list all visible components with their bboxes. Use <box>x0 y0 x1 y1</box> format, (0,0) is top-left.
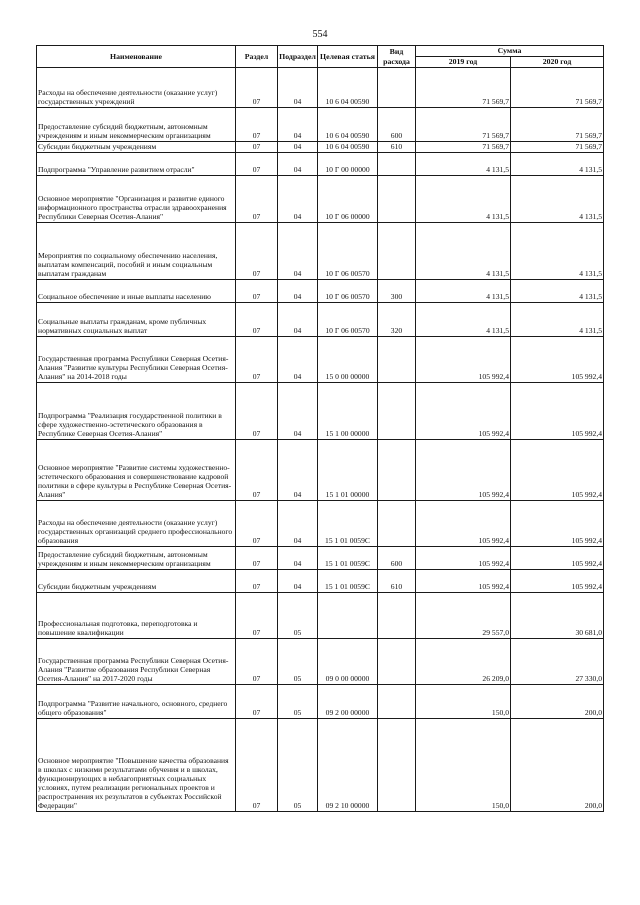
table-row <box>37 280 604 303</box>
cell-target: 09 0 00 00000 <box>318 639 378 685</box>
cell-2020: 200,0 <box>511 719 604 812</box>
cell-2019: 150,0 <box>416 719 511 812</box>
cell-section: 07 <box>236 383 278 440</box>
cell-target: 15 0 00 00000 <box>318 337 378 383</box>
table-row <box>37 570 604 593</box>
table-row <box>37 142 604 153</box>
cell-section: 07 <box>236 593 278 639</box>
cell-expense-type <box>378 68 416 108</box>
cell-2020: 4 131,5 <box>511 223 604 280</box>
cell-2020: 105 992,4 <box>511 440 604 501</box>
cell-2019: 105 992,4 <box>416 501 511 547</box>
cell-subsection: 04 <box>278 383 318 440</box>
cell-name: Мероприятия по социальному обеспечению населения, выплатам компенсаций, пособий и иным социальным выплатам гражданам <box>37 223 236 280</box>
cell-section: 07 <box>236 153 278 176</box>
cell-2019: 4 131,5 <box>416 303 511 337</box>
cell-target: 15 1 01 0059С <box>318 547 378 570</box>
cell-expense-type: 300 <box>378 280 416 303</box>
cell-expense-type: 610 <box>378 570 416 593</box>
table-row <box>37 108 604 142</box>
table-row <box>37 176 604 223</box>
cell-section: 07 <box>236 337 278 383</box>
cell-subsection: 04 <box>278 337 318 383</box>
cell-name: Профессиональная подготовка, переподготовка и повышение квалификации <box>37 593 236 639</box>
cell-section: 07 <box>236 108 278 142</box>
cell-2020: 71 569,7 <box>511 142 604 153</box>
cell-expense-type: 600 <box>378 108 416 142</box>
cell-target: 15 1 01 00000 <box>318 440 378 501</box>
cell-name: Предоставление субсидий бюджетным, автономным учреждениям и иным некоммерческим организациям <box>37 547 236 570</box>
cell-2020: 105 992,4 <box>511 570 604 593</box>
cell-expense-type <box>378 685 416 719</box>
cell-section: 07 <box>236 570 278 593</box>
cell-2020: 105 992,4 <box>511 501 604 547</box>
cell-2019: 4 131,5 <box>416 176 511 223</box>
cell-2019: 4 131,5 <box>416 280 511 303</box>
cell-2019: 150,0 <box>416 685 511 719</box>
cell-target: 10 Г 06 00570 <box>318 303 378 337</box>
cell-2020: 105 992,4 <box>511 547 604 570</box>
cell-2019: 71 569,7 <box>416 108 511 142</box>
header-target: Целевая статья <box>318 46 378 68</box>
cell-subsection: 04 <box>278 176 318 223</box>
cell-target: 15 1 00 00000 <box>318 383 378 440</box>
cell-name: Предоставление субсидий бюджетным, автономным учреждениям и иным некоммерческим организациям <box>37 108 236 142</box>
cell-2020: 4 131,5 <box>511 303 604 337</box>
cell-subsection: 05 <box>278 719 318 812</box>
cell-2020: 105 992,4 <box>511 383 604 440</box>
cell-subsection: 04 <box>278 440 318 501</box>
cell-section: 07 <box>236 176 278 223</box>
cell-2020: 27 330,0 <box>511 639 604 685</box>
cell-2019: 71 569,7 <box>416 142 511 153</box>
cell-target: 10 6 04 00590 <box>318 142 378 153</box>
cell-2019: 4 131,5 <box>416 223 511 280</box>
cell-target: 10 Г 06 00000 <box>318 176 378 223</box>
cell-name: Подпрограмма "Реализация государственной политики в сфере художественно-эстетического образования в Республике Северная Осетия-Алания" <box>37 383 236 440</box>
cell-section: 07 <box>236 142 278 153</box>
cell-subsection: 04 <box>278 280 318 303</box>
cell-subsection: 04 <box>278 547 318 570</box>
cell-name: Государственная программа Республики Северная Осетия-Алания "Развитие культуры Республики Северная Осетия-Алания" на 2014-2018 годы <box>37 337 236 383</box>
cell-name: Субсидии бюджетным учреждениям <box>37 570 236 593</box>
cell-section: 07 <box>236 223 278 280</box>
cell-name: Подпрограмма "Развитие начального, основного, среднего общего образования" <box>37 685 236 719</box>
cell-target: 10 Г 00 00000 <box>318 153 378 176</box>
cell-section: 07 <box>236 719 278 812</box>
cell-target: 15 1 01 0059С <box>318 501 378 547</box>
cell-subsection: 04 <box>278 68 318 108</box>
cell-name: Основное мероприятие "Повышение качества образования в школах с низкими результатами обучения и в школах, функционирующих в неблагоприятных социальных условиях, путем реализации региональных проектов и распространения их результатов в субъектах Российской Федерации" <box>37 719 236 812</box>
cell-name: Основное мероприятие "Развитие системы художественно-эстетического образования и совершенствование кадровой политики в сфере культуры в Республике Северная Осетия-Алания" <box>37 440 236 501</box>
table-row <box>37 593 604 639</box>
cell-2019: 105 992,4 <box>416 440 511 501</box>
table-row <box>37 719 604 812</box>
cell-2019: 105 992,4 <box>416 547 511 570</box>
cell-section: 07 <box>236 68 278 108</box>
cell-target: 10 6 04 00590 <box>318 68 378 108</box>
cell-section: 07 <box>236 639 278 685</box>
cell-section: 07 <box>236 440 278 501</box>
cell-2020: 4 131,5 <box>511 176 604 223</box>
table-row <box>37 383 604 440</box>
table-row <box>37 153 604 176</box>
cell-name: Субсидии бюджетным учреждениям <box>37 142 236 153</box>
header-sum: Сумма <box>416 46 604 57</box>
header-2020: 2020 год <box>511 57 604 68</box>
cell-expense-type <box>378 440 416 501</box>
cell-2019: 105 992,4 <box>416 383 511 440</box>
cell-expense-type <box>378 593 416 639</box>
cell-2020: 105 992,4 <box>511 337 604 383</box>
table-row <box>37 547 604 570</box>
cell-expense-type <box>378 176 416 223</box>
cell-subsection: 04 <box>278 108 318 142</box>
cell-name: Основное мероприятие "Организация и развитие единого информационного пространства отрасли здравоохранения Республики Северная Осетия-Алания" <box>37 176 236 223</box>
cell-2019: 26 209,0 <box>416 639 511 685</box>
cell-section: 07 <box>236 547 278 570</box>
header-2019: 2019 год <box>416 57 511 68</box>
cell-subsection: 05 <box>278 593 318 639</box>
cell-expense-type <box>378 223 416 280</box>
cell-expense-type <box>378 639 416 685</box>
cell-2020: 4 131,5 <box>511 280 604 303</box>
cell-subsection: 04 <box>278 501 318 547</box>
cell-section: 07 <box>236 280 278 303</box>
table-row <box>37 303 604 337</box>
cell-name: Расходы на обеспечение деятельности (оказание услуг) государственных учреждений <box>37 68 236 108</box>
header-subsection: Подраздел <box>278 46 318 68</box>
cell-expense-type <box>378 153 416 176</box>
cell-target: 10 Г 06 00570 <box>318 280 378 303</box>
cell-name: Расходы на обеспечение деятельности (оказание услуг) государственных организаций среднего профессионального образования <box>37 501 236 547</box>
cell-expense-type: 600 <box>378 547 416 570</box>
cell-2019: 4 131,5 <box>416 153 511 176</box>
cell-expense-type: 320 <box>378 303 416 337</box>
table-row <box>37 440 604 501</box>
cell-2019: 105 992,4 <box>416 570 511 593</box>
cell-2020: 30 681,0 <box>511 593 604 639</box>
header-name: Наименование <box>37 46 236 68</box>
table-row <box>37 68 604 108</box>
header-expense-type: Вид расхода <box>378 46 416 68</box>
cell-expense-type <box>378 719 416 812</box>
table-row <box>37 223 604 280</box>
cell-expense-type <box>378 383 416 440</box>
cell-target: 09 2 00 00000 <box>318 685 378 719</box>
cell-name: Государственная программа Республики Северная Осетия-Алания "Развитие образования Республики Северная Осетия-Алания" на 2017-2020 годы <box>37 639 236 685</box>
cell-target: 15 1 01 0059С <box>318 570 378 593</box>
page-number: 554 <box>312 29 328 40</box>
table-row <box>37 685 604 719</box>
cell-2020: 71 569,7 <box>511 68 604 108</box>
table-row <box>37 501 604 547</box>
table-row <box>37 639 604 685</box>
table-row <box>37 337 604 383</box>
header-section: Раздел <box>236 46 278 68</box>
cell-2019: 105 992,4 <box>416 337 511 383</box>
cell-2020: 200,0 <box>511 685 604 719</box>
cell-section: 07 <box>236 685 278 719</box>
cell-target: 10 Г 06 00570 <box>318 223 378 280</box>
cell-name: Подпрограмма "Управление развитием отрасли" <box>37 153 236 176</box>
cell-expense-type <box>378 337 416 383</box>
cell-2019: 29 557,0 <box>416 593 511 639</box>
cell-2020: 71 569,7 <box>511 108 604 142</box>
cell-target <box>318 593 378 639</box>
cell-2019: 71 569,7 <box>416 68 511 108</box>
cell-target: 10 6 04 00590 <box>318 108 378 142</box>
cell-name: Социальные выплаты гражданам, кроме публичных нормативных социальных выплат <box>37 303 236 337</box>
cell-expense-type <box>378 501 416 547</box>
cell-section: 07 <box>236 303 278 337</box>
cell-subsection: 04 <box>278 142 318 153</box>
cell-expense-type: 610 <box>378 142 416 153</box>
cell-name: Социальное обеспечение и иные выплаты населению <box>37 280 236 303</box>
cell-subsection: 05 <box>278 639 318 685</box>
cell-2020: 4 131,5 <box>511 153 604 176</box>
cell-subsection: 04 <box>278 223 318 280</box>
cell-subsection: 04 <box>278 570 318 593</box>
cell-subsection: 04 <box>278 153 318 176</box>
cell-target: 09 2 10 00000 <box>318 719 378 812</box>
budget-table <box>36 45 604 812</box>
cell-section: 07 <box>236 501 278 547</box>
cell-subsection: 04 <box>278 303 318 337</box>
cell-subsection: 05 <box>278 685 318 719</box>
